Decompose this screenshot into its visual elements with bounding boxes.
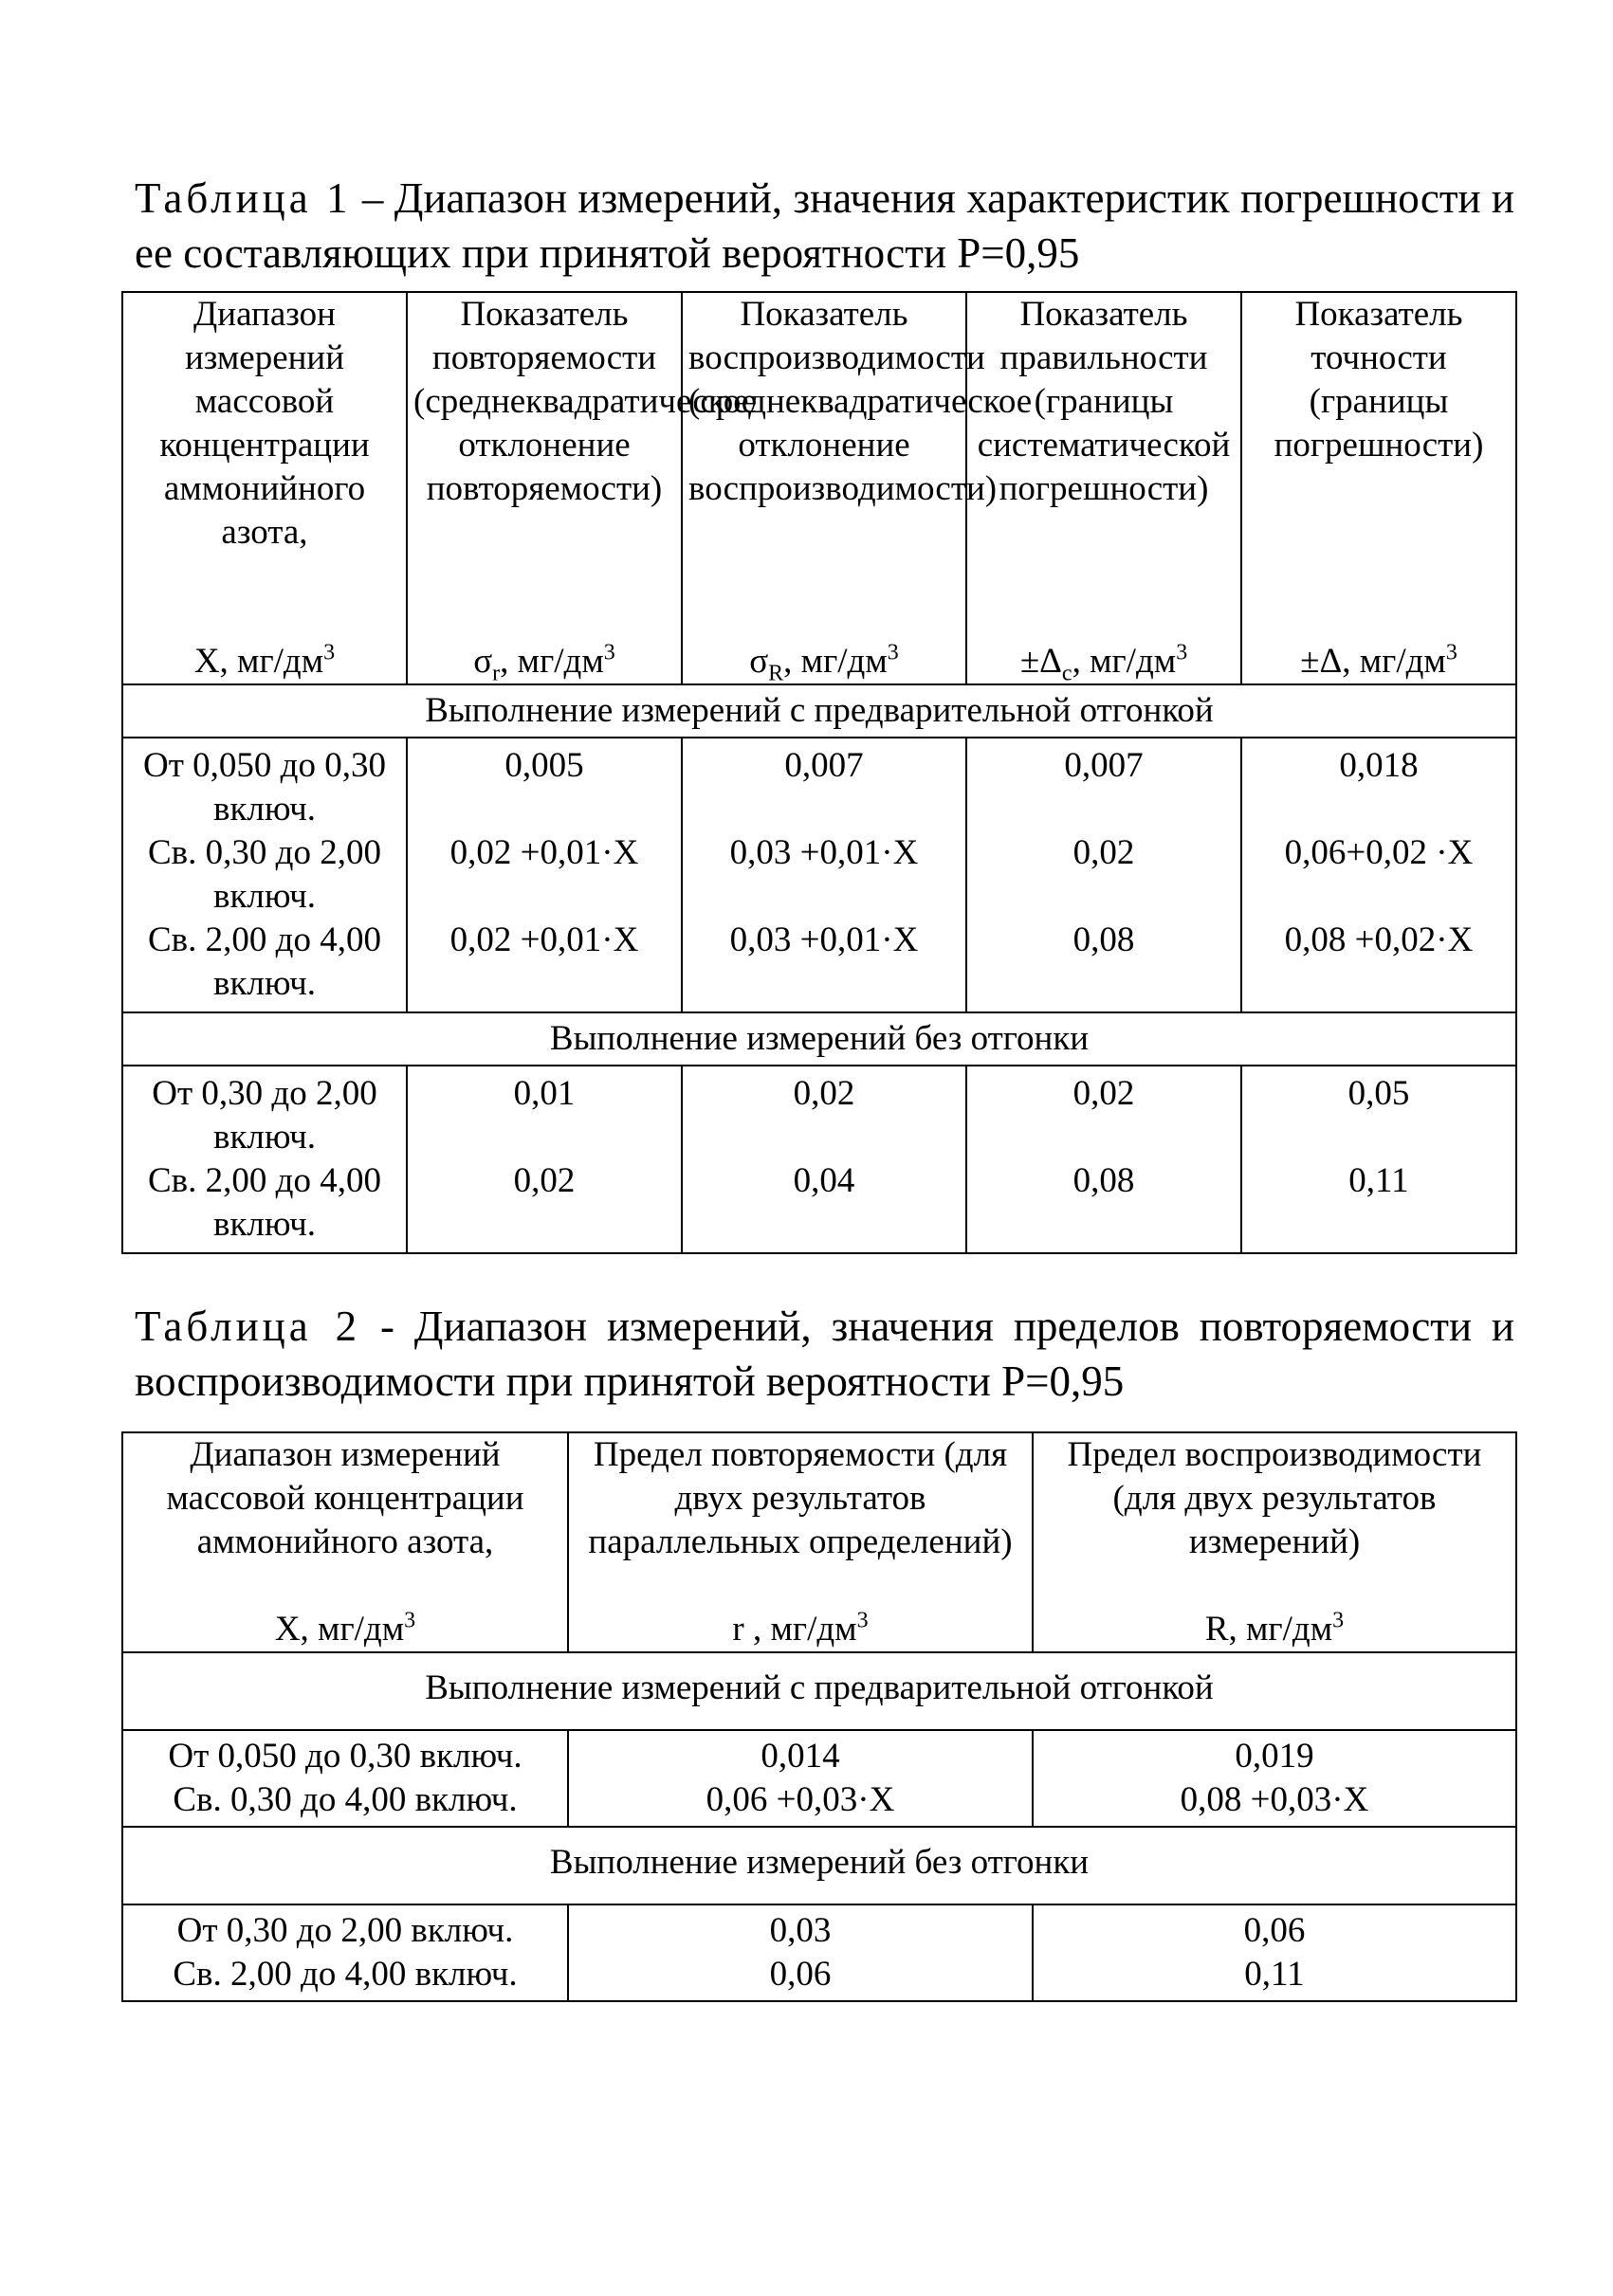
accuracy-cell <box>1241 738 1516 1012</box>
table1-caption <box>135 171 1514 281</box>
unit-sub: c <box>1061 661 1072 686</box>
header-text: Показатель правильности (границы систематической погрешности) <box>977 295 1231 508</box>
value: 0,03 +0,01·X <box>729 833 919 872</box>
table1-section1-title: Выполнение измерений с предварительной отгонкой <box>122 684 1516 738</box>
value: 0,02 <box>513 1161 576 1200</box>
value: 0,08 +0,02·X <box>1284 920 1474 959</box>
value: 0,05 <box>1347 1074 1410 1113</box>
unit-sup: 3 <box>603 640 615 665</box>
reproducibility-limit-cell <box>1033 1730 1516 1827</box>
range-cell <box>122 738 407 1012</box>
table2-header-range <box>122 1432 568 1652</box>
table2-header-row <box>122 1432 1516 1652</box>
header-text: Показатель точности (границы погрешности) <box>1274 295 1484 465</box>
table2-section2-row <box>122 1827 1516 1904</box>
table2-section1-data <box>122 1730 1516 1827</box>
header-unit <box>575 1608 1026 1651</box>
unit-sup: 3 <box>1176 640 1188 665</box>
range-value: Св. 2,00 до 4,00 включ. <box>173 1955 518 1994</box>
table2-caption-lead: Таблица 2 <box>135 1303 361 1350</box>
reproducibility-cell <box>682 1066 966 1253</box>
range-value: Св. 0,30 до 2,00 включ. <box>148 833 381 916</box>
unit-sub: r <box>492 661 501 686</box>
range-value: От 0,050 до 0,30 включ. <box>143 746 386 829</box>
range-value: Св. 2,00 до 4,00 включ. <box>148 1161 381 1244</box>
table1-header-accuracy <box>1241 292 1516 684</box>
table1 <box>121 291 1517 1254</box>
range-value: От 0,30 до 2,00 включ. <box>176 1911 514 1950</box>
unit-main: Х, мг/дм <box>274 1610 405 1649</box>
value: 0,01 <box>513 1074 576 1113</box>
range-cell <box>122 1904 568 2001</box>
table2-section1-title: Выполнение измерений с предварительной отгонкой <box>122 1652 1516 1730</box>
unit-sup: 3 <box>1332 1608 1345 1633</box>
value: 0,06 <box>1243 1911 1306 1950</box>
header-text: Предел повторяемости (для двух результатов параллельных определений) <box>588 1435 1013 1561</box>
table1-header-repeatability <box>407 292 758 686</box>
unit-tail: , мг/дм <box>1072 642 1177 681</box>
value: 0,04 <box>793 1161 855 1200</box>
unit-sup: 3 <box>887 640 899 665</box>
table2-section2-title: Выполнение измерений без отгонки <box>122 1827 1516 1904</box>
unit-sup: 3 <box>404 1608 416 1633</box>
repeatability-limit-cell <box>568 1904 1033 2001</box>
table1-section2-data <box>122 1066 1516 1253</box>
value: 0,007 <box>784 746 864 785</box>
accuracy-cell <box>1241 1066 1516 1253</box>
value: 0,014 <box>761 1737 840 1776</box>
table1-section2-title: Выполнение измерений без отгонки <box>122 1012 1516 1066</box>
value: 0,06 <box>769 1955 832 1994</box>
header-text: Показатель повторяемости (среднеквадратическое отклонение повторяемости) <box>413 295 758 508</box>
unit-sub: R <box>768 661 784 686</box>
value: 0,06 +0,03·X <box>706 1780 895 1819</box>
table1-section2-row <box>122 1012 1516 1066</box>
unit-main: σ <box>473 642 493 681</box>
table2-caption-text: - Диапазон измерений, значения пределов повторяемости и воспроизводимости при принятой вероятности Р=0,95 <box>135 1303 1514 1405</box>
unit-tail: , мг/дм <box>783 642 888 681</box>
trueness-cell <box>966 738 1241 1012</box>
unit-main: Х, мг/дм <box>193 642 324 681</box>
unit-tail: , мг/дм <box>500 642 604 681</box>
table2-section1-row <box>122 1652 1516 1730</box>
header-unit <box>973 640 1235 686</box>
trueness-cell <box>966 1066 1241 1253</box>
table1-section1-data <box>122 738 1516 1012</box>
value: 0,02 +0,01·X <box>449 833 639 872</box>
value: 0,11 <box>1244 1955 1305 1994</box>
header-text: Предел воспроизводимости (для двух результатов измерений) <box>1067 1435 1482 1561</box>
table1-section1-row <box>122 684 1516 738</box>
unit-main: ±Δ <box>1019 642 1062 681</box>
value: 0,02 +0,01·X <box>449 920 639 959</box>
range-cell <box>122 1730 568 1827</box>
value: 0,02 <box>1072 833 1135 872</box>
table2-header-repeatability-limit <box>568 1432 1033 1652</box>
header-text: Диапазон измерений массовой концентрации аммонийного азота, <box>159 295 370 552</box>
table2 <box>121 1431 1517 2002</box>
repeatability-limit-cell <box>568 1730 1033 1827</box>
table2-header-reproducibility-limit <box>1033 1432 1516 1652</box>
value: 0,08 <box>1072 1161 1135 1200</box>
value: 0,03 +0,01·X <box>729 920 919 959</box>
table1-header-range <box>122 292 407 684</box>
repeatability-cell <box>407 738 682 1012</box>
table1-header-reproducibility <box>682 292 1033 686</box>
unit-main: σ <box>749 642 769 681</box>
header-unit <box>1248 640 1510 683</box>
unit-sup: 3 <box>323 640 336 665</box>
header-unit <box>1039 1608 1510 1651</box>
unit-sup: 3 <box>856 1608 869 1633</box>
header-text: Диапазон измерений массовой концентрации аммонийного азота, <box>166 1435 524 1561</box>
value: 0,06+0,02 ·X <box>1284 833 1474 872</box>
repeatability-cell <box>407 1066 682 1253</box>
range-value: Св. 2,00 до 4,00 включ. <box>148 920 381 1003</box>
value: 0,03 <box>769 1911 832 1950</box>
table1-header-row <box>122 292 1516 684</box>
header-unit <box>413 640 675 686</box>
unit-main: r , мг/дм <box>732 1610 857 1649</box>
range-value: От 0,050 до 0,30 включ. <box>168 1737 522 1776</box>
table1-caption-lead: Таблица 1 <box>135 174 352 222</box>
table2-caption <box>135 1299 1514 1409</box>
value: 0,019 <box>1235 1737 1314 1776</box>
unit-main: R, мг/дм <box>1204 1610 1333 1649</box>
range-cell <box>122 1066 407 1253</box>
table1-header-trueness <box>966 292 1241 684</box>
header-text: Показатель воспроизводимости (среднеквадратическое отклонение воспроизводимости) <box>688 295 1033 508</box>
table2-section2-data <box>122 1904 1516 2001</box>
value: 0,005 <box>504 746 584 785</box>
header-unit <box>129 640 400 683</box>
range-value: Св. 0,30 до 4,00 включ. <box>173 1780 518 1819</box>
reproducibility-cell <box>682 738 966 1012</box>
value: 0,02 <box>1072 1074 1135 1113</box>
value: 0,018 <box>1339 746 1419 785</box>
value: 0,11 <box>1348 1161 1409 1200</box>
value: 0,08 <box>1072 920 1135 959</box>
header-unit <box>688 640 960 686</box>
table1-caption-text: – Диапазон измерений, значения характеристик погрешности и ее составляющих при принятой вероятности Р=0,95 <box>135 174 1514 277</box>
unit-main: ±Δ, мг/дм <box>1300 642 1446 681</box>
value: 0,08 +0,03·X <box>1180 1780 1369 1819</box>
reproducibility-limit-cell <box>1033 1904 1516 2001</box>
range-value: От 0,30 до 2,00 включ. <box>152 1074 377 1157</box>
value: 0,02 <box>793 1074 855 1113</box>
header-unit <box>129 1608 561 1651</box>
unit-sup: 3 <box>1445 640 1457 665</box>
value: 0,007 <box>1064 746 1144 785</box>
